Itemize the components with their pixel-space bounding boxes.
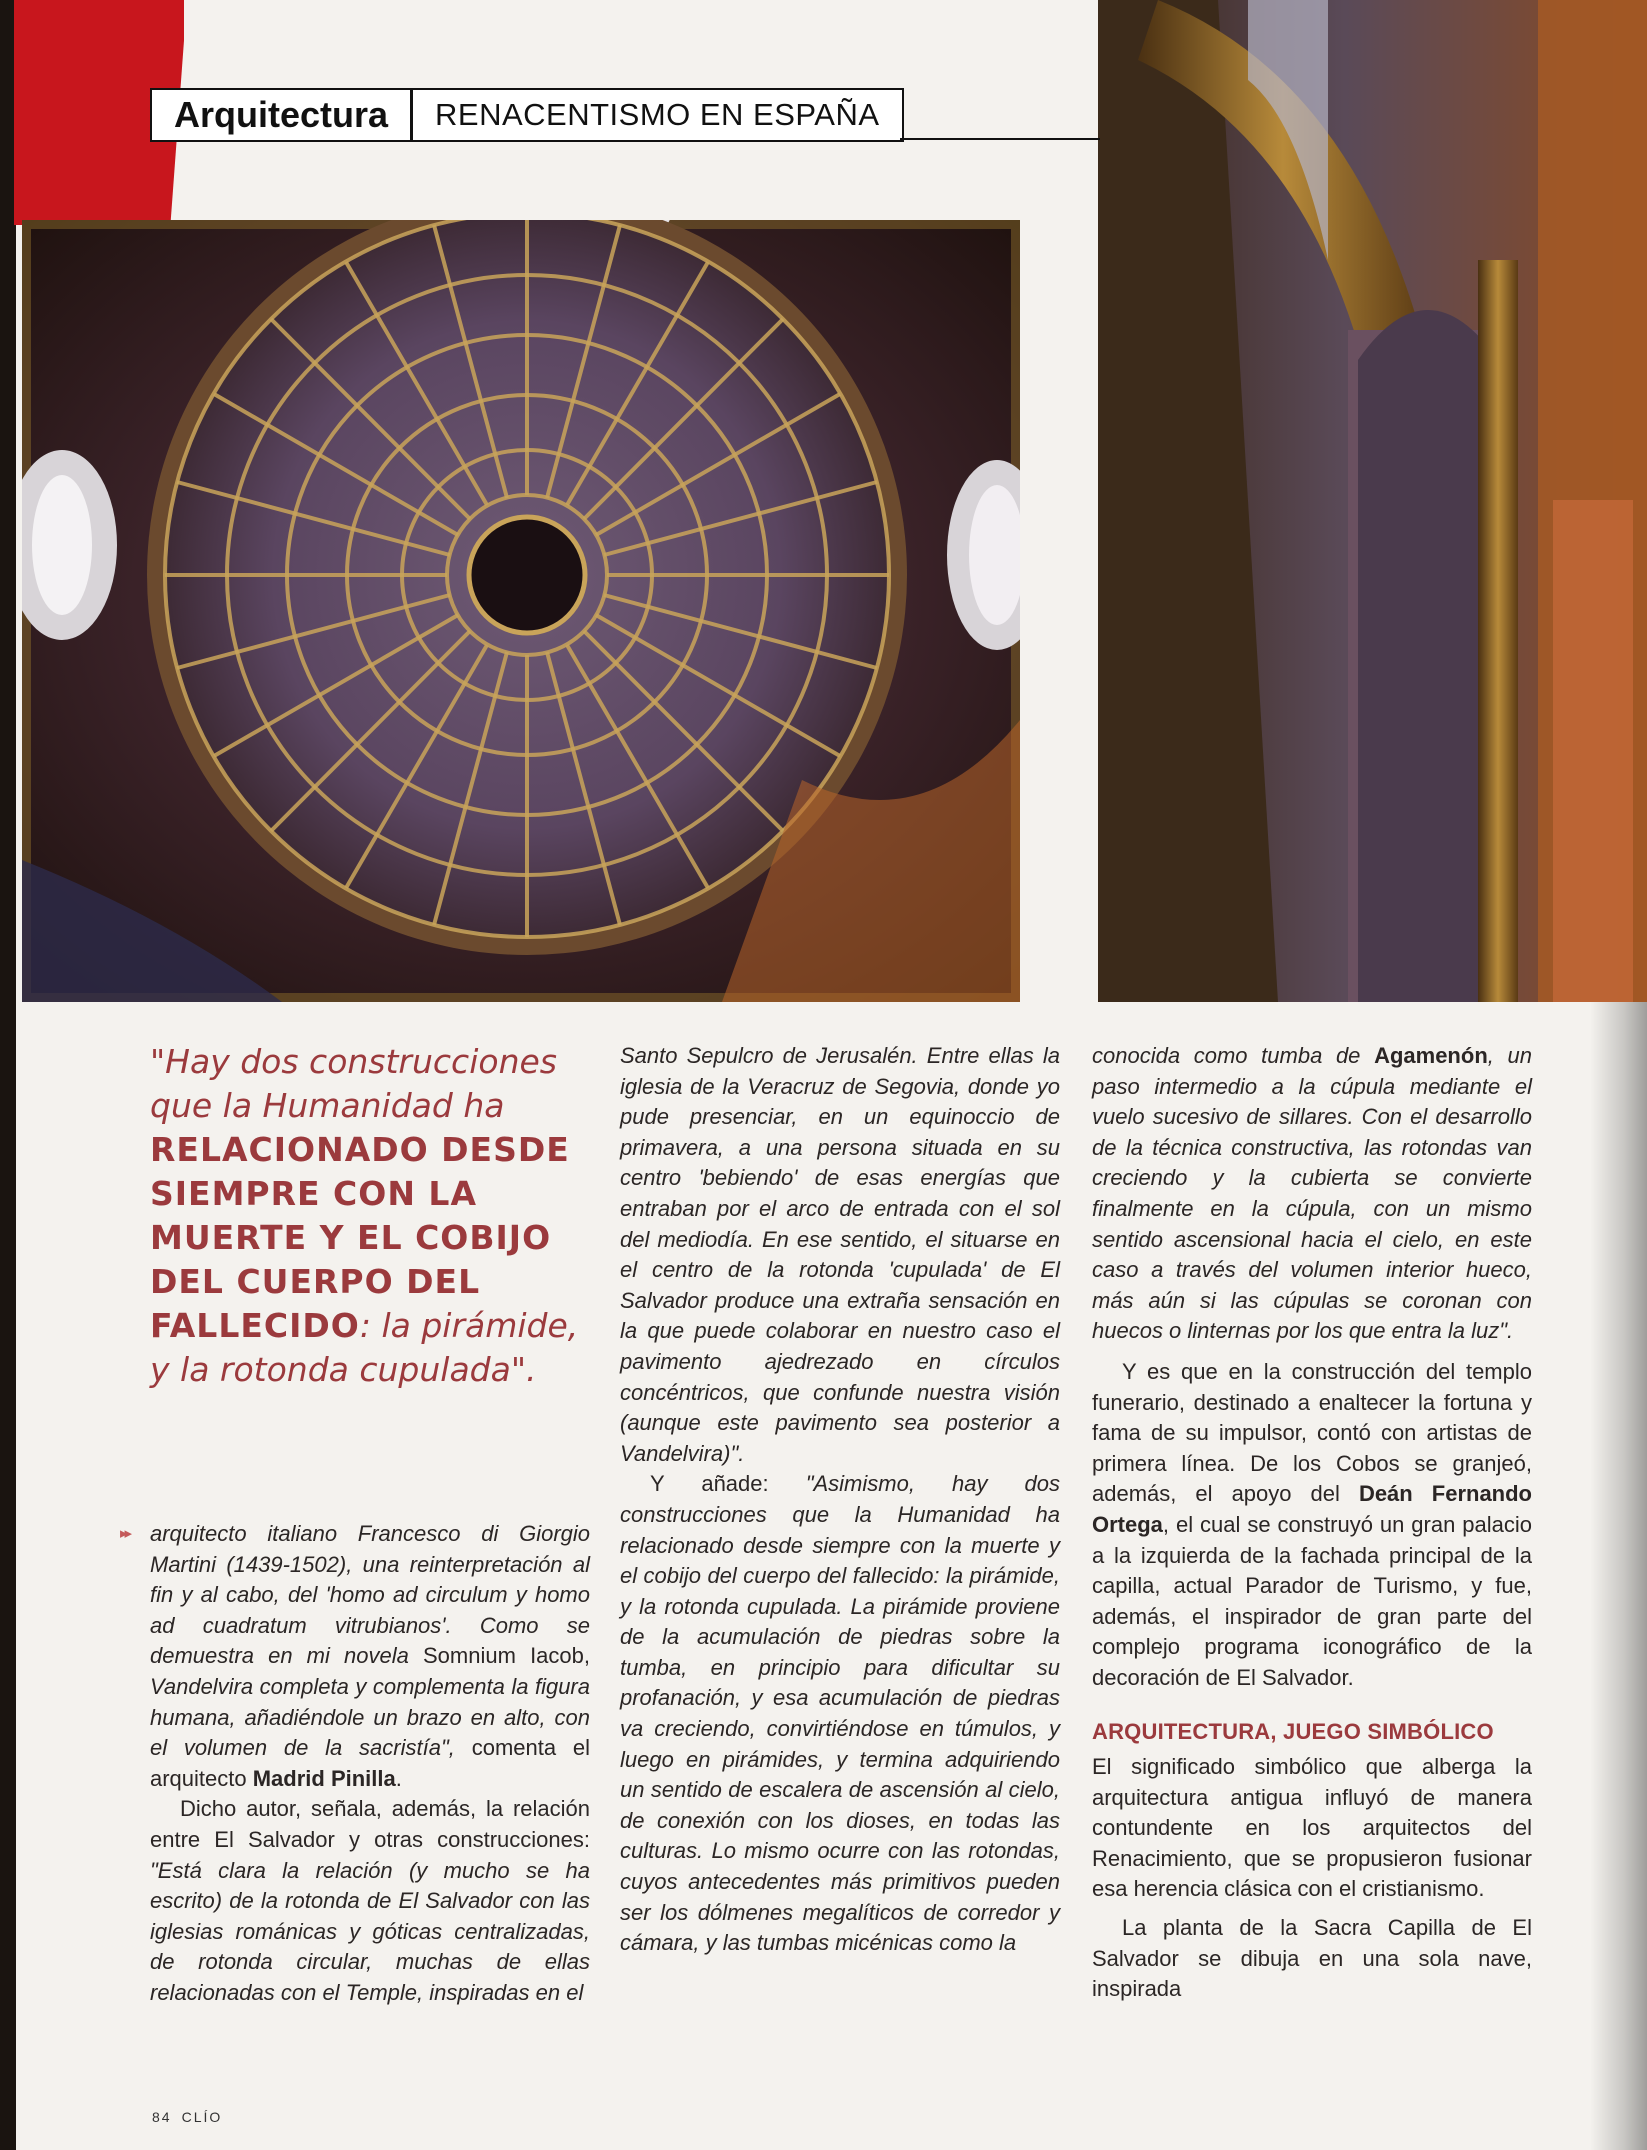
page-binding-edge [0,0,16,2150]
body-column-1 [150,1519,590,2009]
person-name: Madrid Pinilla [252,1765,396,1791]
novel-title: Somnium Iacob, [408,1643,591,1669]
paragraph: Y añade: "Asimismo, hay dos construcciones que la Humanidad ha relacionado desde siempre con la muerte y el cobijo del cuerpo del fallecido: la pirámide, y la rotonda cupulada. La pirámide proviene de la acumulación de piedras sobre la tumba, en principio para dificultar su profanación, y esa acumulación de piedras va creciendo, convirtiéndose en túmulos, y luego en pirámides, y termina adquiriendo un sentido de escalera de ascensión al cielo, de conexión con los dioses, en todas las culturas. Lo mismo ocurre con las rotondas, cuyos antecedentes más primitivos pueden ser los dólmenes megalíticos de corredor y cámara, y las tumbas micénicas como la [620,1471,1060,1956]
subheading: ARQUITECTURA, JUEGO SIMBÓLICO [1092,1719,1494,1745]
paragraph: Santo Sepulcro de Jerusalén. Entre ellas la iglesia de la Veracruz de Segovia, donde yo pude presenciar, en un equinoccio de primavera, a una persona situada en su centro 'bebiendo' de esas energías que entraban por el arco de entrada con el sol del mediodía. En ese sentido, el situarse en el centro de la rotonda 'cupulada' de El Salvador produce una extraña sensación en la que puede colaborar en nuestro caso el pavimento ajedrezado en círculos concéntricos, que confunde nuestra visión (aunque este pavimento sea posterior a Vandelvira)". [620,1043,1060,1466]
dome-photo [22,220,1020,1002]
pull-quote-lead: "Hay dos construcciones que la Humanidad ha [150,1042,557,1125]
paragraph: conocida como tumba de Agamenón, un paso intermedio a la cúpula mediante el vuelo sucesivo de sillares. Con el desarrollo de la técnica constructiva, las rotondas van creciendo y la cubierta se convierte finalmente en la cúpula, con un mismo sentido ascensional hacia el cielo, en este caso a través del volumen interior hueco, más aún si las cúpulas se coronan con huecos o linternas por los que entra la luz". [1092,1043,1532,1344]
pull-quote-tail: : la pirámide, y la rotonda cupulada". [150,1306,579,1389]
paragraph: Y es que en la construcción del templo funerario, destinado a enaltecer la fortuna y fama de su impulsor, contó con artistas de primera línea. De los Cobos se granjeó, además, el apoyo del Deán Fernando Ortega, el cual se construyó un gran palacio a la izquierda de la fachada principal de la capilla, actual Parador de Turismo, y fue, además, el inspirador de gran parte del complejo programa iconográfico de la decoración de El Salvador. [1092,1358,1532,1690]
person-name: Agamenón [1374,1043,1488,1068]
header-rule [900,138,1100,140]
paragraph: El significado simbólico que alberga la arquitectura antigua influyó de manera contundente en los arquitectos del Renacimiento, que se propusieron fusionar esa herencia clásica con el cristianismo. [1092,1754,1532,1902]
paragraph: Dicho autor, señala, además, la relación entre El Salvador y otras construcciones: "Está clara la relación (y mucho se ha escrito) de la rotonda de El Salvador con las iglesias románicas y góticas centralizadas, de rotonda circular, muchas de ellas relacionadas con el Temple, inspiradas en el [150,1796,590,2005]
magazine-name: CLÍO [181,2109,223,2125]
page-footer [152,2109,232,2125]
pull-quote [150,1040,580,1392]
page-number: 84 [152,2109,172,2125]
section-header [150,88,904,142]
page-gutter-shadow [1590,1002,1647,2150]
body-column-2 [620,1041,1060,1959]
body-column-3 [1092,1041,1532,2005]
paragraph: arquitecto italiano Francesco di Giorgio Martini (1439-1502), una reinterpretación al fin y al cabo, del 'homo ad circulum y homo ad cuadratum vitrubianos'. Como se demuestra en mi novela Somnium Iacob, Vandelvira completa y complementa la figura humana, añadiéndole un brazo en alto, con el volumen de la sacristía", comenta el arquitecto Madrid Pinilla. [150,1521,591,1791]
continuation-arrows-icon: ▸▸ [120,1525,130,1542]
section-subtitle: RENACENTISMO EN ESPAÑA [435,97,880,132]
nave-photo [1098,0,1647,1002]
paragraph: La planta de la Sacra Capilla de El Salvador se dibuja en una sola nave, inspirada [1092,1915,1532,2002]
section-tag: Arquitectura [152,90,413,140]
pull-quote-emphasis: RELACIONADO DESDE SIEMPRE CON LA MUERTE Y EL COBIJO DEL CUERPO DEL FALLECIDO [150,1130,570,1345]
person-name: Deán Fernando Ortega [1092,1481,1532,1537]
